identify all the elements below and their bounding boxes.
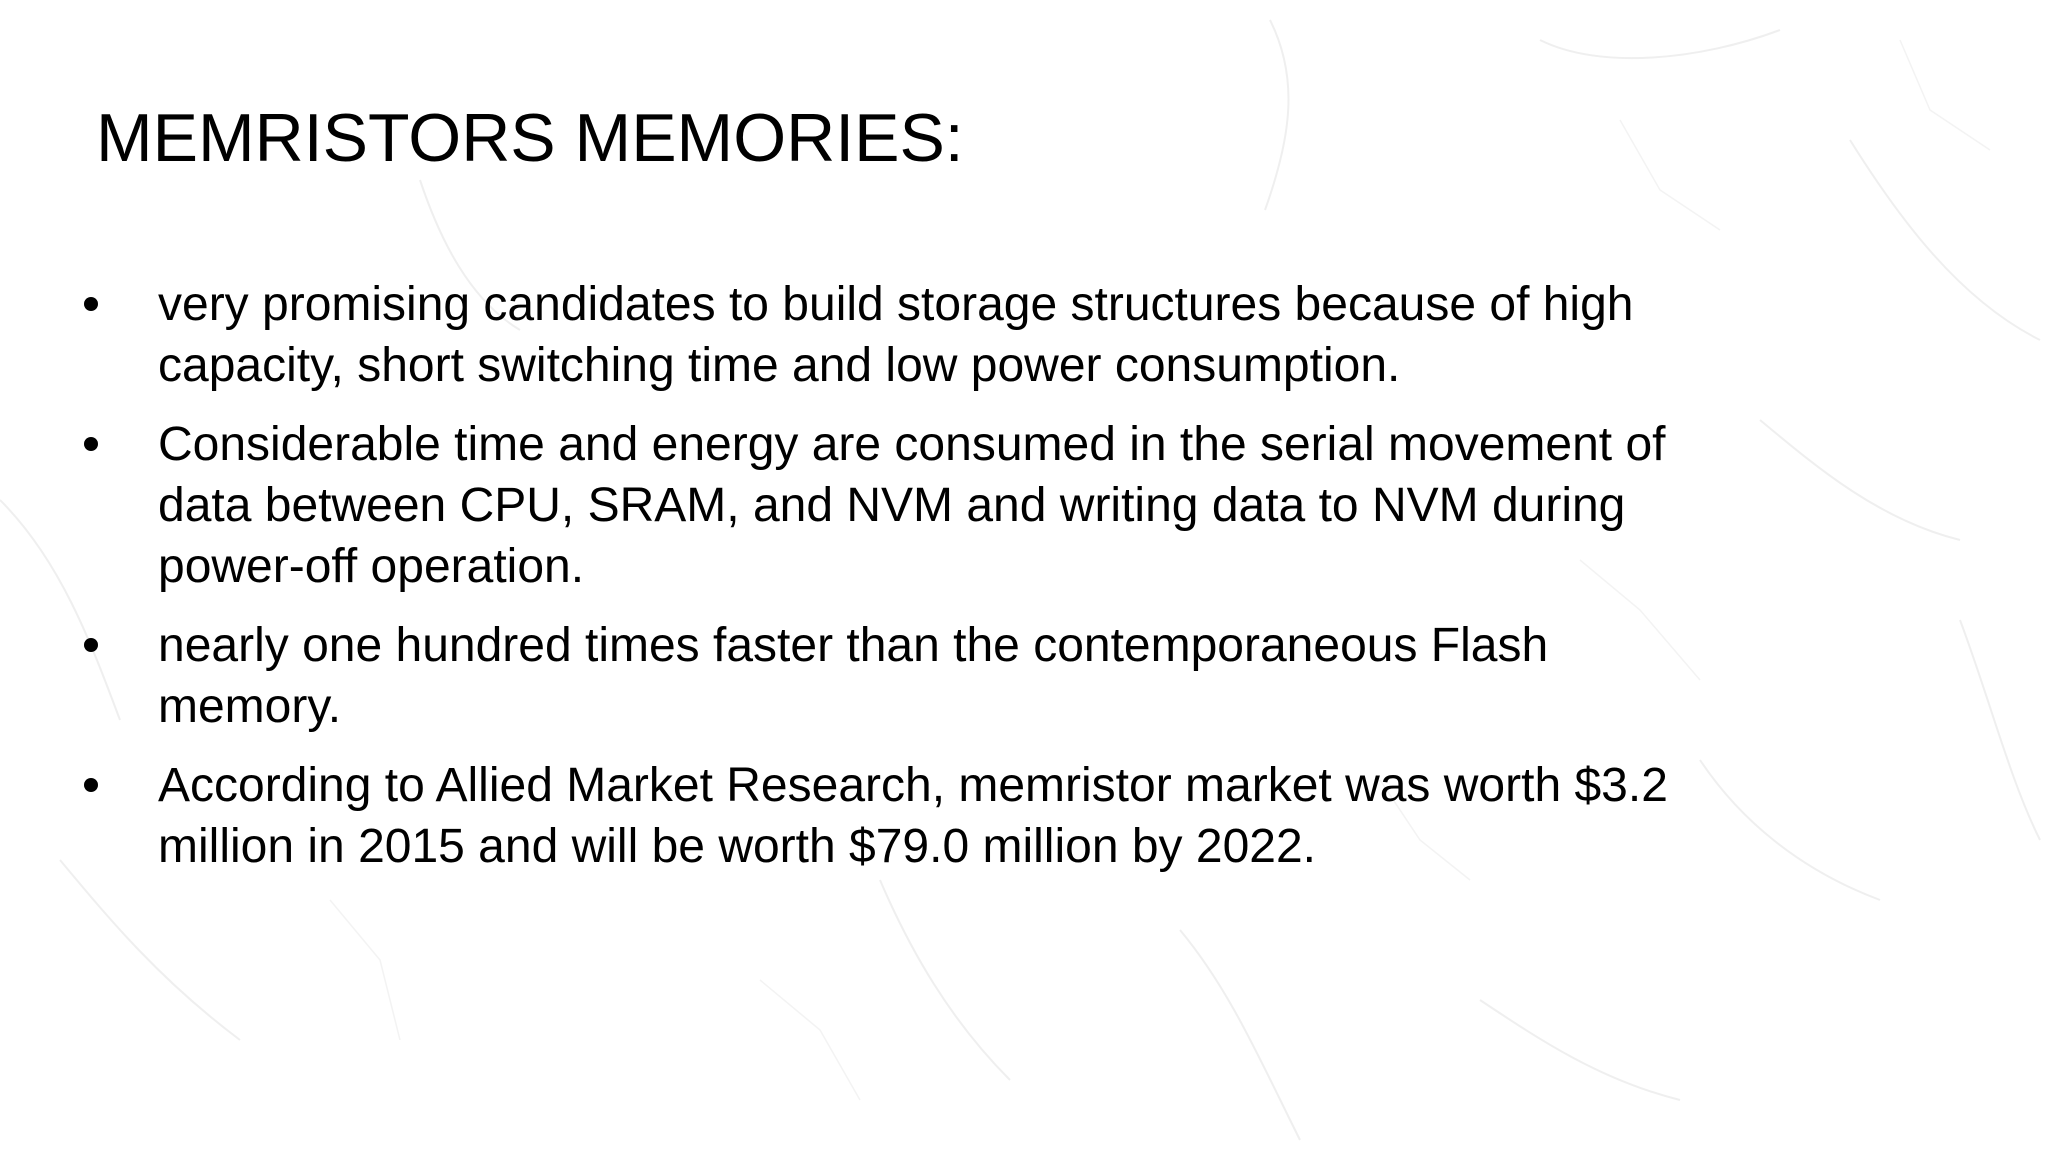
bullet-item — [76, 615, 1736, 737]
bullet-text: nearly one hundred times faster than the contemporaneous Flash memory. — [158, 619, 1549, 733]
bullet-dot-icon — [84, 437, 98, 451]
bullet-item — [76, 755, 1736, 877]
bullet-dot-icon — [84, 297, 98, 311]
bullet-item — [76, 274, 1736, 396]
bullet-text: very promising candidates to build storage structures because of high capacity, short switching time and low power consumption. — [158, 278, 1634, 392]
bullet-dot-icon — [84, 778, 98, 792]
slide-title: MEMRISTORS MEMORIES: — [96, 100, 964, 176]
bullet-text: According to Allied Market Research, memristor market was worth $3.2 million in 2015 and will be worth $79.0 million by 2022. — [158, 759, 1668, 873]
bullet-text: Considerable time and energy are consumed in the serial movement of data between CPU, SRAM, and NVM and writing data to NVM during power-off operation. — [158, 418, 1666, 593]
bullet-item — [76, 414, 1736, 597]
bullet-list — [76, 274, 1736, 895]
bullet-dot-icon — [84, 638, 98, 652]
